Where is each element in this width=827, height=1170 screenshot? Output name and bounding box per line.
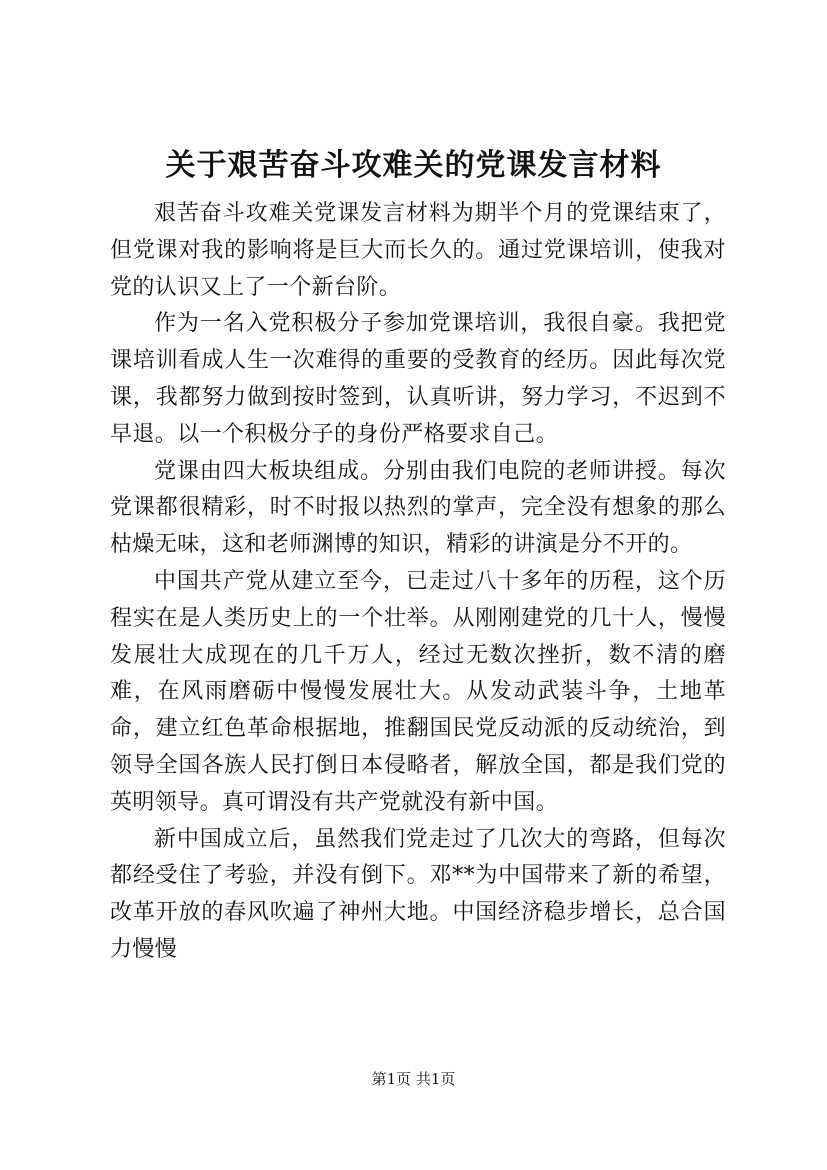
page-number-footer: 第1页 共1页 bbox=[371, 1070, 456, 1088]
document-body bbox=[110, 196, 726, 969]
paragraph: 党课由四大板块组成。分别由我们电院的老师讲授。每次党课都很精彩，时不时报以热烈的掌声，完全没有想象的那么枯燥无味，这和老师渊博的知识，精彩的讲演是分不开的。 bbox=[110, 458, 726, 558]
paragraph: 中国共产党从建立至今，已走过八十多年的历程，这个历程实在是人类历史上的一个壮举。从刚刚建党的几十人，慢慢发展壮大成现在的几千万人，经过无数次挫折，数不清的磨难，在风雨磨砺中慢慢发展壮大。从发动武装斗争，土地革命，建立红色革命根据地，推翻国民党反动派的反动统治，到领导全国各族人民打倒日本侵略者，解放全国，都是我们党的英明领导。真可谓没有共产党就没有新中国。 bbox=[110, 568, 726, 815]
paragraph: 新中国成立后，虽然我们党走过了几次大的弯路，但每次都经受住了考验，并没有倒下。邓**为中国带来了新的希望，改革开放的春风吹遍了神州大地。中国经济稳步增长，总合国力慢慢 bbox=[110, 826, 726, 962]
paragraph: 艰苦奋斗攻难关党课发言材料为期半个月的党课结束了，但党课对我的影响将是巨大而长久的。通过党课培训，使我对党的认识又上了一个新台阶。 bbox=[110, 201, 726, 300]
document-title: 关于艰苦奋斗攻难关的党课发言材料 bbox=[165, 148, 662, 183]
paragraph: 作为一名入党积极分子参加党课培训，我很自豪。我把党课培训看成人生一次难得的重要的受教育的经历。因此每次党课，我都努力做到按时签到，认真听讲，努力学习，不迟到不早退。以一个积极分子的身份严格要求自己。 bbox=[110, 311, 726, 447]
